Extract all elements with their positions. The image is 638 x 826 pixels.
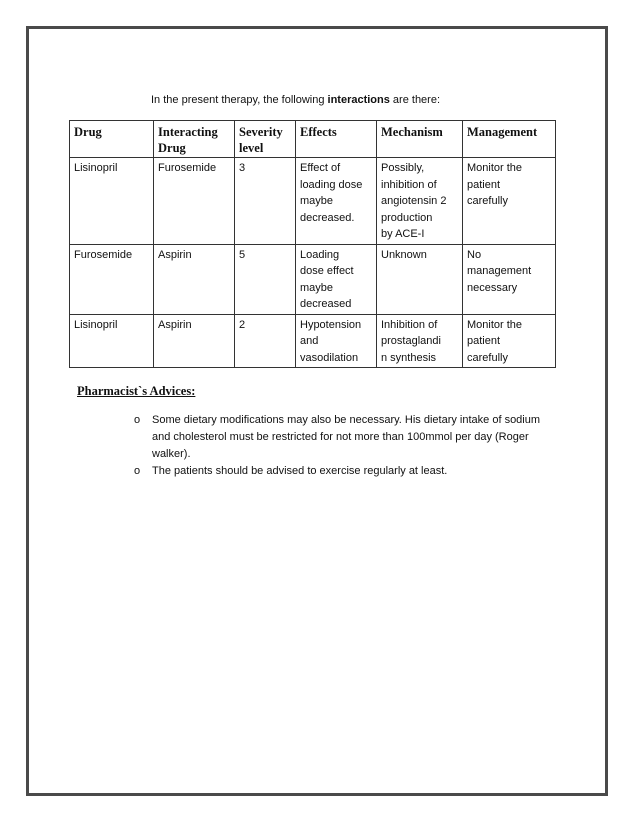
cell-line: 2 [239, 318, 246, 331]
header-line: Effects [300, 125, 337, 139]
table-cell [70, 314, 154, 368]
cell-line: maybe [300, 281, 334, 294]
advice-title: Pharmacist`s Advices: [77, 384, 196, 398]
advice-line: Some dietary modifications may also be necessary. His dietary intake of sodium [152, 414, 541, 426]
table-header-cell [70, 121, 154, 158]
cell-line: management [467, 265, 532, 277]
cell-line: vasodilation [300, 351, 359, 364]
cell-line: 3 [239, 162, 246, 174]
table-body [70, 158, 556, 368]
header-line: Severity [239, 125, 283, 139]
cell-line: carefully [467, 195, 508, 207]
cell-line: Effect of [300, 162, 341, 174]
interactions-table [69, 120, 556, 368]
table-cell [235, 158, 296, 245]
table-header-cell [463, 121, 556, 158]
cell-line: Hypotension [300, 318, 362, 331]
cell-line: Monitor the [467, 318, 523, 331]
table-cell [296, 314, 377, 368]
cell-line: n synthesis [381, 351, 437, 364]
bullet-icon: o [134, 465, 141, 477]
advice-list [134, 412, 554, 480]
cell-line: Inhibition of [381, 318, 438, 331]
table-cell [463, 314, 556, 368]
cell-line: Unknown [381, 248, 427, 261]
cell-line: Furosemide [158, 162, 217, 174]
list-item [134, 412, 554, 463]
cell-line: necessary [467, 281, 518, 294]
cell-line: patient [467, 178, 501, 191]
header-line: Drug [74, 125, 102, 139]
cell-line: decreased [300, 298, 352, 310]
intro-text-bold: interactions [327, 94, 390, 106]
table-cell [154, 314, 235, 368]
table-cell [70, 244, 154, 314]
list-item [134, 463, 554, 480]
header-line: Mechanism [381, 125, 443, 139]
cell-line: Loading [300, 248, 340, 261]
advice-line: The patients should be advised to exercise regularly at least. [152, 465, 448, 477]
table-cell [154, 158, 235, 245]
cell-line: 5 [239, 248, 246, 261]
table-header-cell [296, 121, 377, 158]
header-line: level [239, 141, 264, 155]
table-header-cell [154, 121, 235, 158]
table-cell [463, 244, 556, 314]
cell-line: Furosemide [74, 248, 133, 261]
table-cell [235, 244, 296, 314]
intro-text-after: are there: [389, 94, 441, 106]
table-row [70, 244, 556, 314]
advice-line: and cholesterol must be restricted for not more than 100mmol per day (Roger [152, 431, 529, 443]
table-cell [235, 314, 296, 368]
cell-line: by ACE-I [381, 228, 425, 240]
advice-line: walker). [152, 448, 191, 460]
cell-line: decreased. [300, 211, 355, 224]
table-row [70, 158, 556, 245]
cell-line: inhibition of [381, 178, 437, 191]
header-line: Drug [158, 141, 186, 155]
cell-line: Aspirin [158, 248, 192, 261]
cell-line: Possibly, [381, 162, 425, 174]
cell-line: Monitor the [467, 162, 523, 174]
table-cell [70, 158, 154, 245]
header-line: Management [467, 125, 538, 139]
table-cell [377, 314, 463, 368]
table-cell [377, 244, 463, 314]
cell-line: Lisinopril [74, 162, 118, 174]
cell-line: production [381, 211, 433, 224]
header-line: Interacting [158, 125, 218, 139]
table-cell [296, 158, 377, 245]
cell-line: carefully [467, 351, 508, 364]
cell-line: and [300, 335, 319, 347]
table-header-cell [377, 121, 463, 158]
table-cell [377, 158, 463, 245]
cell-line: prostaglandi [381, 335, 441, 347]
cell-line: patient [467, 335, 501, 347]
cell-line: loading dose [300, 178, 363, 191]
table-row [70, 314, 556, 368]
intro-sentence [151, 94, 440, 106]
cell-line: maybe [300, 195, 334, 207]
table-cell [296, 244, 377, 314]
intro-text-before: In the present therapy, the following [151, 94, 328, 106]
table-header-row [70, 121, 556, 158]
table-cell [463, 158, 556, 245]
table-header-cell [235, 121, 296, 158]
cell-line: No [467, 248, 482, 261]
cell-line: dose effect [300, 265, 354, 277]
cell-line: angiotensin 2 [381, 195, 447, 207]
cell-line: Aspirin [158, 318, 192, 331]
table-cell [154, 244, 235, 314]
bullet-icon: o [134, 414, 141, 426]
cell-line: Lisinopril [74, 318, 118, 331]
